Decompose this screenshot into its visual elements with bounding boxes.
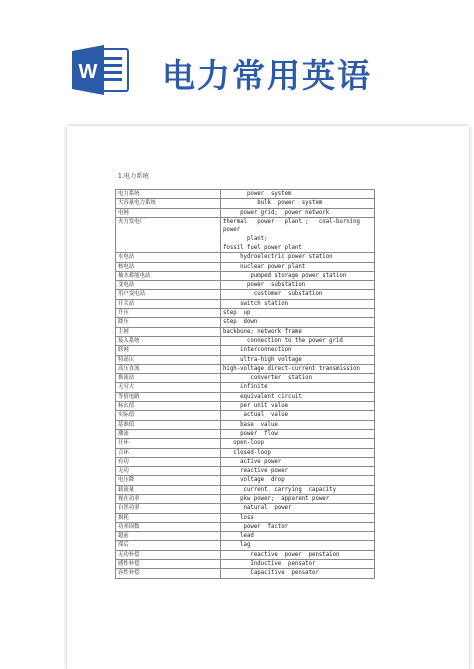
term-chinese: 接入系统 bbox=[116, 336, 221, 345]
term-chinese: 无功 bbox=[116, 467, 221, 476]
term-chinese: 电力系统 bbox=[116, 190, 221, 199]
table-row bbox=[116, 355, 375, 364]
term-chinese: 等值电路 bbox=[116, 392, 221, 401]
term-chinese: 潮流 bbox=[116, 429, 221, 438]
table-row bbox=[116, 467, 375, 476]
table-row bbox=[116, 448, 375, 457]
term-english: high-voltage direct-current transmission bbox=[221, 364, 375, 373]
table-row bbox=[116, 383, 375, 392]
table-row bbox=[116, 271, 375, 280]
term-english: power grid; power network bbox=[221, 208, 375, 217]
table-row bbox=[116, 217, 375, 252]
term-english: converter station bbox=[221, 374, 375, 383]
table-row bbox=[116, 199, 375, 208]
table-row bbox=[116, 309, 375, 318]
table-row bbox=[116, 346, 375, 355]
table-row bbox=[116, 253, 375, 262]
term-english: closed-loop bbox=[221, 448, 375, 457]
term-chinese: 载流量 bbox=[116, 485, 221, 494]
glossary-table bbox=[115, 189, 375, 579]
table-row bbox=[116, 281, 375, 290]
table-row bbox=[116, 513, 375, 522]
term-english: Capacitive pensator bbox=[221, 569, 375, 578]
term-english: nuclear power plant bbox=[221, 262, 375, 271]
table-row bbox=[116, 532, 375, 541]
term-chinese: 滞后 bbox=[116, 541, 221, 550]
term-chinese: 特高压 bbox=[116, 355, 221, 364]
term-chinese: 自然功率 bbox=[116, 504, 221, 513]
term-english: power substation bbox=[221, 281, 375, 290]
term-chinese: 超前 bbox=[116, 532, 221, 541]
table-row bbox=[116, 494, 375, 503]
table-row bbox=[116, 541, 375, 550]
term-english: connection to the power grid bbox=[221, 336, 375, 345]
table-row bbox=[116, 318, 375, 327]
table-row bbox=[116, 392, 375, 401]
word-icon-letter: W bbox=[78, 61, 98, 83]
table-row bbox=[116, 457, 375, 466]
term-english: equivalent circuit bbox=[221, 392, 375, 401]
table-row bbox=[116, 402, 375, 411]
term-english: loss bbox=[221, 513, 375, 522]
term-chinese: 基准值 bbox=[116, 420, 221, 429]
term-english: per unit value bbox=[221, 402, 375, 411]
term-english: active power bbox=[221, 457, 375, 466]
term-english: backbone; network frame bbox=[221, 327, 375, 336]
table-row bbox=[116, 429, 375, 438]
term-english: power system bbox=[221, 190, 375, 199]
term-english: thermal power plant ; coal-burning power plant; fossil fuel power plant bbox=[221, 217, 375, 252]
term-english: base value bbox=[221, 420, 375, 429]
table-row bbox=[116, 550, 375, 559]
term-chinese: 开关站 bbox=[116, 299, 221, 308]
table-row bbox=[116, 411, 375, 420]
term-chinese: 感性补偿 bbox=[116, 560, 221, 569]
term-chinese: 标幺值 bbox=[116, 402, 221, 411]
term-english: switch station bbox=[221, 299, 375, 308]
table-row bbox=[116, 476, 375, 485]
table-row bbox=[116, 336, 375, 345]
term-chinese: 无穷大 bbox=[116, 383, 221, 392]
table-row bbox=[116, 262, 375, 271]
table-row bbox=[116, 560, 375, 569]
term-chinese: 抽水蓄能电站 bbox=[116, 271, 221, 280]
term-english: hydroelectric power station bbox=[221, 253, 375, 262]
term-english: interconnection bbox=[221, 346, 375, 355]
term-english: reactive power bbox=[221, 467, 375, 476]
term-english: step down bbox=[221, 318, 375, 327]
term-english: reactive power penstaion bbox=[221, 550, 375, 559]
table-row bbox=[116, 569, 375, 578]
term-chinese: 电网 bbox=[116, 208, 221, 217]
table-row bbox=[116, 208, 375, 217]
table-row bbox=[116, 290, 375, 299]
table-row bbox=[116, 299, 375, 308]
term-chinese: 火力发电厂 bbox=[116, 217, 221, 252]
table-row bbox=[116, 364, 375, 373]
term-english: infinite bbox=[221, 383, 375, 392]
document-preview-header bbox=[0, 0, 474, 118]
table-row bbox=[116, 420, 375, 429]
term-chinese: 视在功率 bbox=[116, 494, 221, 503]
term-chinese: 主网 bbox=[116, 327, 221, 336]
term-english: lag bbox=[221, 541, 375, 550]
table-row bbox=[116, 485, 375, 494]
term-english: open-loop bbox=[221, 439, 375, 448]
term-chinese: 开环 bbox=[116, 439, 221, 448]
term-chinese: 容性补偿 bbox=[116, 569, 221, 578]
table-row bbox=[116, 327, 375, 336]
term-english: step up bbox=[221, 309, 375, 318]
term-english: ultra-high voltage bbox=[221, 355, 375, 364]
term-english: actual value bbox=[221, 411, 375, 420]
term-chinese: 降压 bbox=[116, 318, 221, 327]
term-english: pkw power; apparent power bbox=[221, 494, 375, 503]
word-document-icon bbox=[72, 45, 130, 95]
table-row bbox=[116, 504, 375, 513]
term-chinese: 合环 bbox=[116, 448, 221, 457]
document-page bbox=[67, 126, 469, 669]
table-row bbox=[116, 374, 375, 383]
term-chinese: 损耗 bbox=[116, 513, 221, 522]
term-english: Inductive pensator bbox=[221, 560, 375, 569]
term-english: power flow bbox=[221, 429, 375, 438]
term-english: pumped storage power station bbox=[221, 271, 375, 280]
document-title: 电力常用英语 bbox=[162, 56, 372, 95]
section-title: 1.电力系统 bbox=[118, 173, 149, 180]
term-english: natural power bbox=[221, 504, 375, 513]
term-chinese: 水电站 bbox=[116, 253, 221, 262]
term-chinese: 电压降 bbox=[116, 476, 221, 485]
term-chinese: 联网 bbox=[116, 346, 221, 355]
term-english: voltage drop bbox=[221, 476, 375, 485]
term-chinese: 换流站 bbox=[116, 374, 221, 383]
term-english: lead bbox=[221, 532, 375, 541]
term-chinese: 大容量电力系统 bbox=[116, 199, 221, 208]
term-english: power factor bbox=[221, 522, 375, 531]
term-english: current carrying capacity bbox=[221, 485, 375, 494]
term-chinese: 核电站 bbox=[116, 262, 221, 271]
term-chinese: 变电站 bbox=[116, 281, 221, 290]
table-row bbox=[116, 522, 375, 531]
term-chinese: 有功 bbox=[116, 457, 221, 466]
term-english: bulk power system bbox=[221, 199, 375, 208]
table-row bbox=[116, 190, 375, 199]
term-chinese: 高压直流 bbox=[116, 364, 221, 373]
term-chinese: 功率因数 bbox=[116, 522, 221, 531]
term-chinese: 无功补偿 bbox=[116, 550, 221, 559]
term-chinese: 用户变电站 bbox=[116, 290, 221, 299]
table-row bbox=[116, 439, 375, 448]
term-chinese: 实际值 bbox=[116, 411, 221, 420]
term-english: customer substation bbox=[221, 290, 375, 299]
term-chinese: 升压 bbox=[116, 309, 221, 318]
